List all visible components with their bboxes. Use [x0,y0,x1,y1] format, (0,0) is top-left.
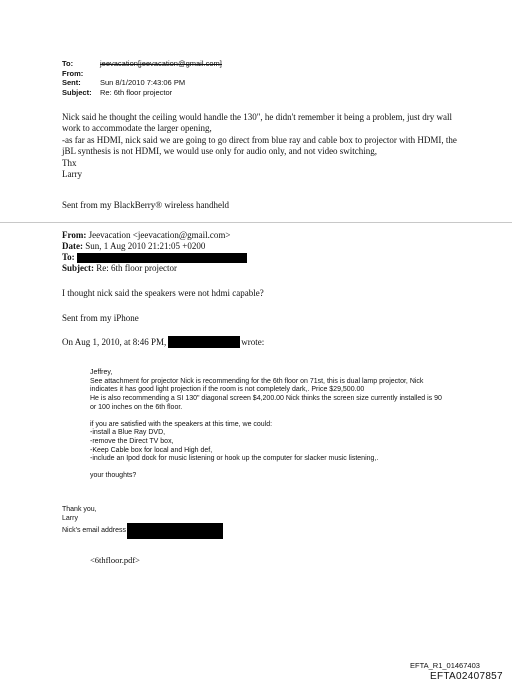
email-row [62,523,223,539]
wrote-label: wrote: [241,337,265,347]
redaction-box [127,523,223,539]
bates-number-2: EFTA02407857 [430,671,503,682]
quoted-message [90,369,450,481]
body-paragraph: Nick said he thought the ceiling would handle the 130", he didn't remember it being a problem, just dry wall work to accommodate the larger opening, [62,112,452,134]
redaction-box [77,253,247,263]
sent-value: Sun 8/1/2010 7:43:06 PM [100,78,186,87]
name-row: Larry [62,514,78,522]
signature-block [62,506,223,539]
redaction-box [168,336,240,348]
email-label: Nick's email address [62,527,126,535]
subject-value: Re: 6th floor projector [100,87,173,97]
subject-row-2 [62,263,247,274]
thoughts-question: your thoughts? [90,472,137,480]
reply-question: I thought nick said the speakers were not hdmi capable? [62,288,264,298]
date-row [62,241,247,252]
thanks-row: Thank you, [62,506,97,513]
email-header-1 [62,59,222,97]
subject-label: Subject: [62,87,92,97]
screen-paragraph: He is also recommending a SI 130" diagonal screen $4,200.00 Nick thinks the screen size currently installed is 90 or 100 inches on the 6th floor. [90,395,442,411]
list-item: -install a Blue Ray DVD, [90,429,166,437]
to-label: To: [62,59,74,68]
body-name: Larry [62,169,82,180]
email-header-2 [62,230,247,274]
speakers-paragraph: if you are satisfied with the speakers at this time, we could: [90,420,273,428]
list-item: -remove the Direct TV box, [90,437,174,445]
sent-row [62,78,222,88]
projector-paragraph: See attachment for projector Nick is recommending for the 6th floor on 71st, this is dual lamp projector, Nick indicates it has good light projection if the room is not completely dark,. Price $29,500.00 [90,377,424,394]
sent-from-iphone: Sent from my iPhone [62,313,139,323]
list-item: -Keep Cable box for local and High def, [90,446,213,454]
sent-label: Sent: [62,78,81,87]
from-row-2 [62,230,247,241]
to-label-2: To: [62,252,75,262]
greeting: Jeffrey, [90,369,113,376]
body-thx: Thx [62,157,77,168]
to-value [100,59,222,69]
subject-label-2: Subject: [62,263,94,273]
sent-from-blackberry: Sent from my BlackBerry® wireless handheld [62,200,230,210]
attachment-name: <6thfloor.pdf> [90,555,140,565]
from-value-2: Jeevacation <jeevacation@gmail.com> [88,230,231,240]
from-row [62,69,222,79]
subject-row [62,88,222,98]
date-value: Sun, 1 Aug 2010 21:21:05 +0200 [85,241,206,251]
list-item: -include an Ipod dock for music listening or hook up the computer for slacker music listening,. [90,455,379,463]
date-label: Date: [62,241,83,251]
email-body-1 [62,112,462,180]
body-hdmi-line: -as far as HDMI, nick said we are going to go direct from blue ray and cable box to projector with HDMI, the jBL synthesis is not HDMI, we would use only for audio only, and not video switching, [62,134,457,157]
from-label: From: [62,68,84,78]
from-label-2: From: [62,230,87,240]
to-row [62,59,222,69]
quote-attribution [62,336,264,348]
on-date: On Aug 1, 2010, at 8:46 PM, [62,337,167,347]
divider-line [0,222,512,223]
subject-value-2: Re: 6th floor projector [96,263,177,273]
to-row-2 [62,252,247,263]
bates-number-1: EFTA_R1_01467403 [410,661,480,670]
